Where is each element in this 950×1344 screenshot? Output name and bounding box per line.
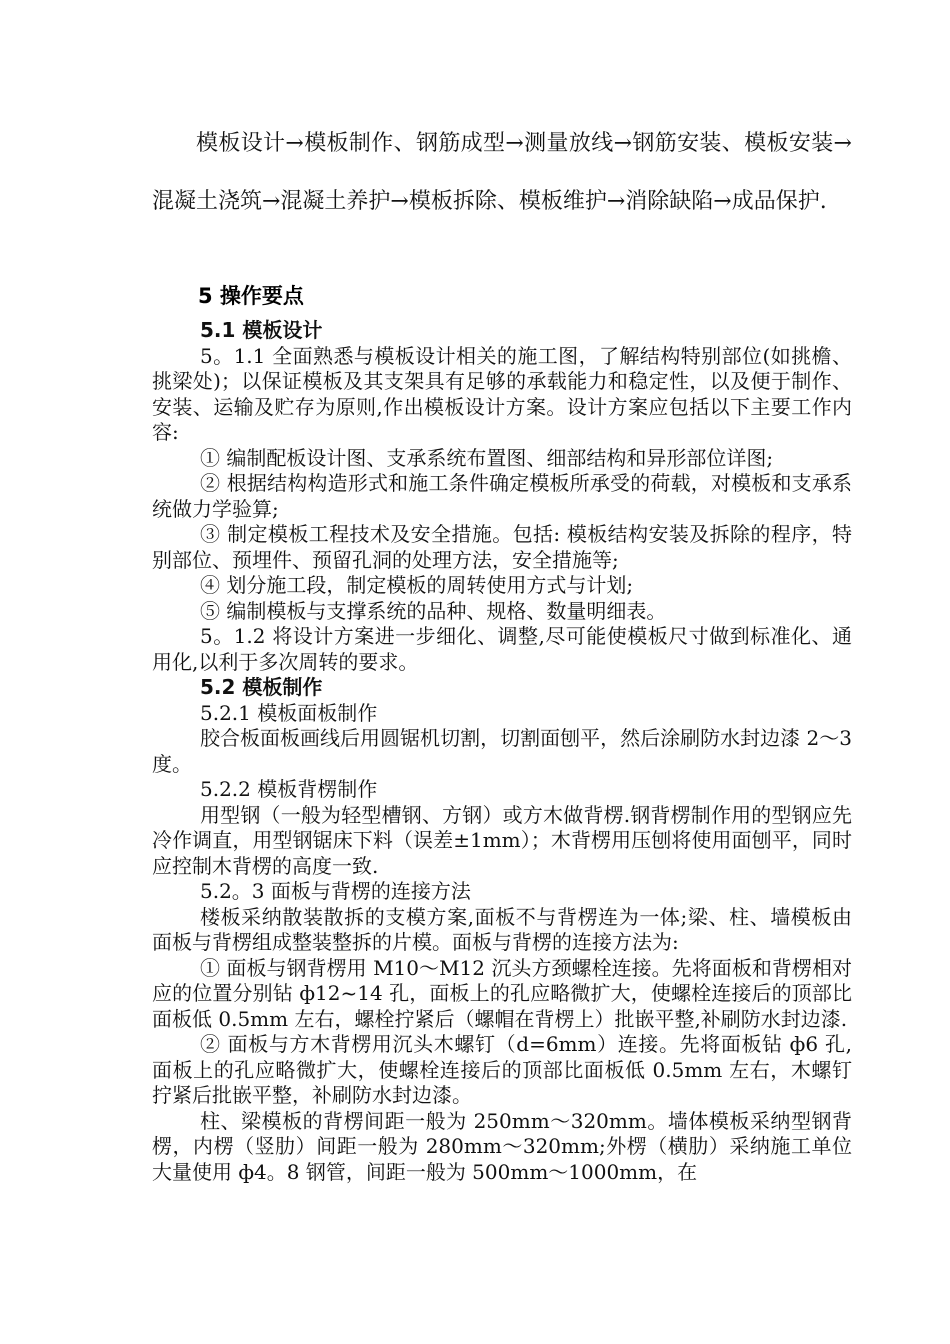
heading-5-2-3: 5.2。3 面板与背楞的连接方法: [200, 879, 471, 903]
paragraph-5-2-1: 胶合板面板画线后用圆锯机切割，切割面刨平，然后涂刷防水封边漆 2～3 度。: [152, 726, 852, 776]
connection-item-1: ① 面板与钢背楞用 M10～M12 沉头方颈螺栓连接。先将面板和背楞相对应的位置分别钻 ф12~14 孔，面板上的孔应略微扩大，使螺栓连接后的顶部比面板低 0.5mm 左右，螺栓拧紧后（螺帽在背楞上）批嵌平整,补刷防水封边漆.: [152, 955, 852, 1031]
heading-5-2-2: 5.2.2 模板背楞制作: [200, 777, 378, 801]
design-item-4: ④ 划分施工段，制定模板的周转使用方式与计划;: [200, 573, 634, 597]
paragraph-5-1-1: 5。1.1 全面熟悉与模板设计相关的施工图，了解结构特别部位(如挑檐、挑梁处)；以保证模板及其支架具有足够的承载能力和稳定性，以及便于制作、安装、运输及贮存为原则,作出模板设计方案。设计方案应包括以下主要工作内容:: [152, 343, 852, 444]
section-5-heading: 5 操作要点: [198, 284, 304, 308]
paragraph-spacing: 柱、梁模板的背楞间距一般为 250mm～320mm。墙体模板采纳型钢背楞，内楞（竖肋）间距一般为 280mm～320mm;外楞（横肋）采纳施工单位大量使用 ф4。8 钢管，间距一般为 500mm～1000mm，在: [152, 1108, 852, 1184]
heading-5-2-1: 5.2.1 模板面板制作: [200, 700, 378, 725]
section-5-1-heading: 5.1 模板设计: [200, 318, 323, 342]
paragraph-5-1-2: 5。1.2 将设计方案进一步细化、调整,尽可能使模板尺寸做到标准化、通用化,以利于多次周转的要求。: [152, 624, 852, 674]
design-item-2: ② 根据结构构造形式和施工条件确定模板所承受的荷载，对模板和支承系统做力学验算;: [152, 471, 852, 521]
process-flow-paragraph: [152, 115, 852, 231]
section-5-body: [152, 312, 852, 1185]
section-5-2-heading: 5.2 模板制作: [200, 675, 323, 699]
paragraph-5-2-3: 楼板采纳散装散拆的支模方案,面板不与背楞连为一体;梁、柱、墙模板由面板与背楞组成整装整拆的片模。面板与背楞的连接方法为:: [152, 904, 852, 954]
paragraph-5-2-2: 用型钢（一般为轻型槽钢、方钢）或方木做背楞.钢背楞制作用的型钢应先冷作调直，用型钢锯床下料（误差±1mm）；木背楞用压刨将使用面刨平，同时应控制木背楞的高度一致.: [152, 802, 852, 878]
process-flow-text: 模板设计→模板制作、钢筋成型→测量放线→钢筋安装、模板安装→混凝土浇筑→混凝土养护→模板拆除、模板维护→消除缺陷→成品保护.: [152, 131, 852, 214]
design-item-5: ⑤ 编制模板与支撑系统的品种、规格、数量明细表。: [200, 598, 667, 623]
design-item-3: ③ 制定模板工程技术及安全措施。包括: 模板结构安装及拆除的程序，特别部位、预埋件、预留孔洞的处理方法，安全措施等;: [152, 522, 852, 572]
design-item-1: ① 编制配板设计图、支承系统布置图、细部结构和异形部位详图;: [200, 445, 774, 470]
connection-item-2: ② 面板与方木背楞用沉头木螺钉（d=6mm）连接。先将面板钻 ф6 孔,面板上的孔应略微扩大，使螺栓连接后的顶部比面板低 0.5mm 左右，木螺钉拧紧后批嵌平整，补刷防水封边漆。: [152, 1032, 852, 1107]
